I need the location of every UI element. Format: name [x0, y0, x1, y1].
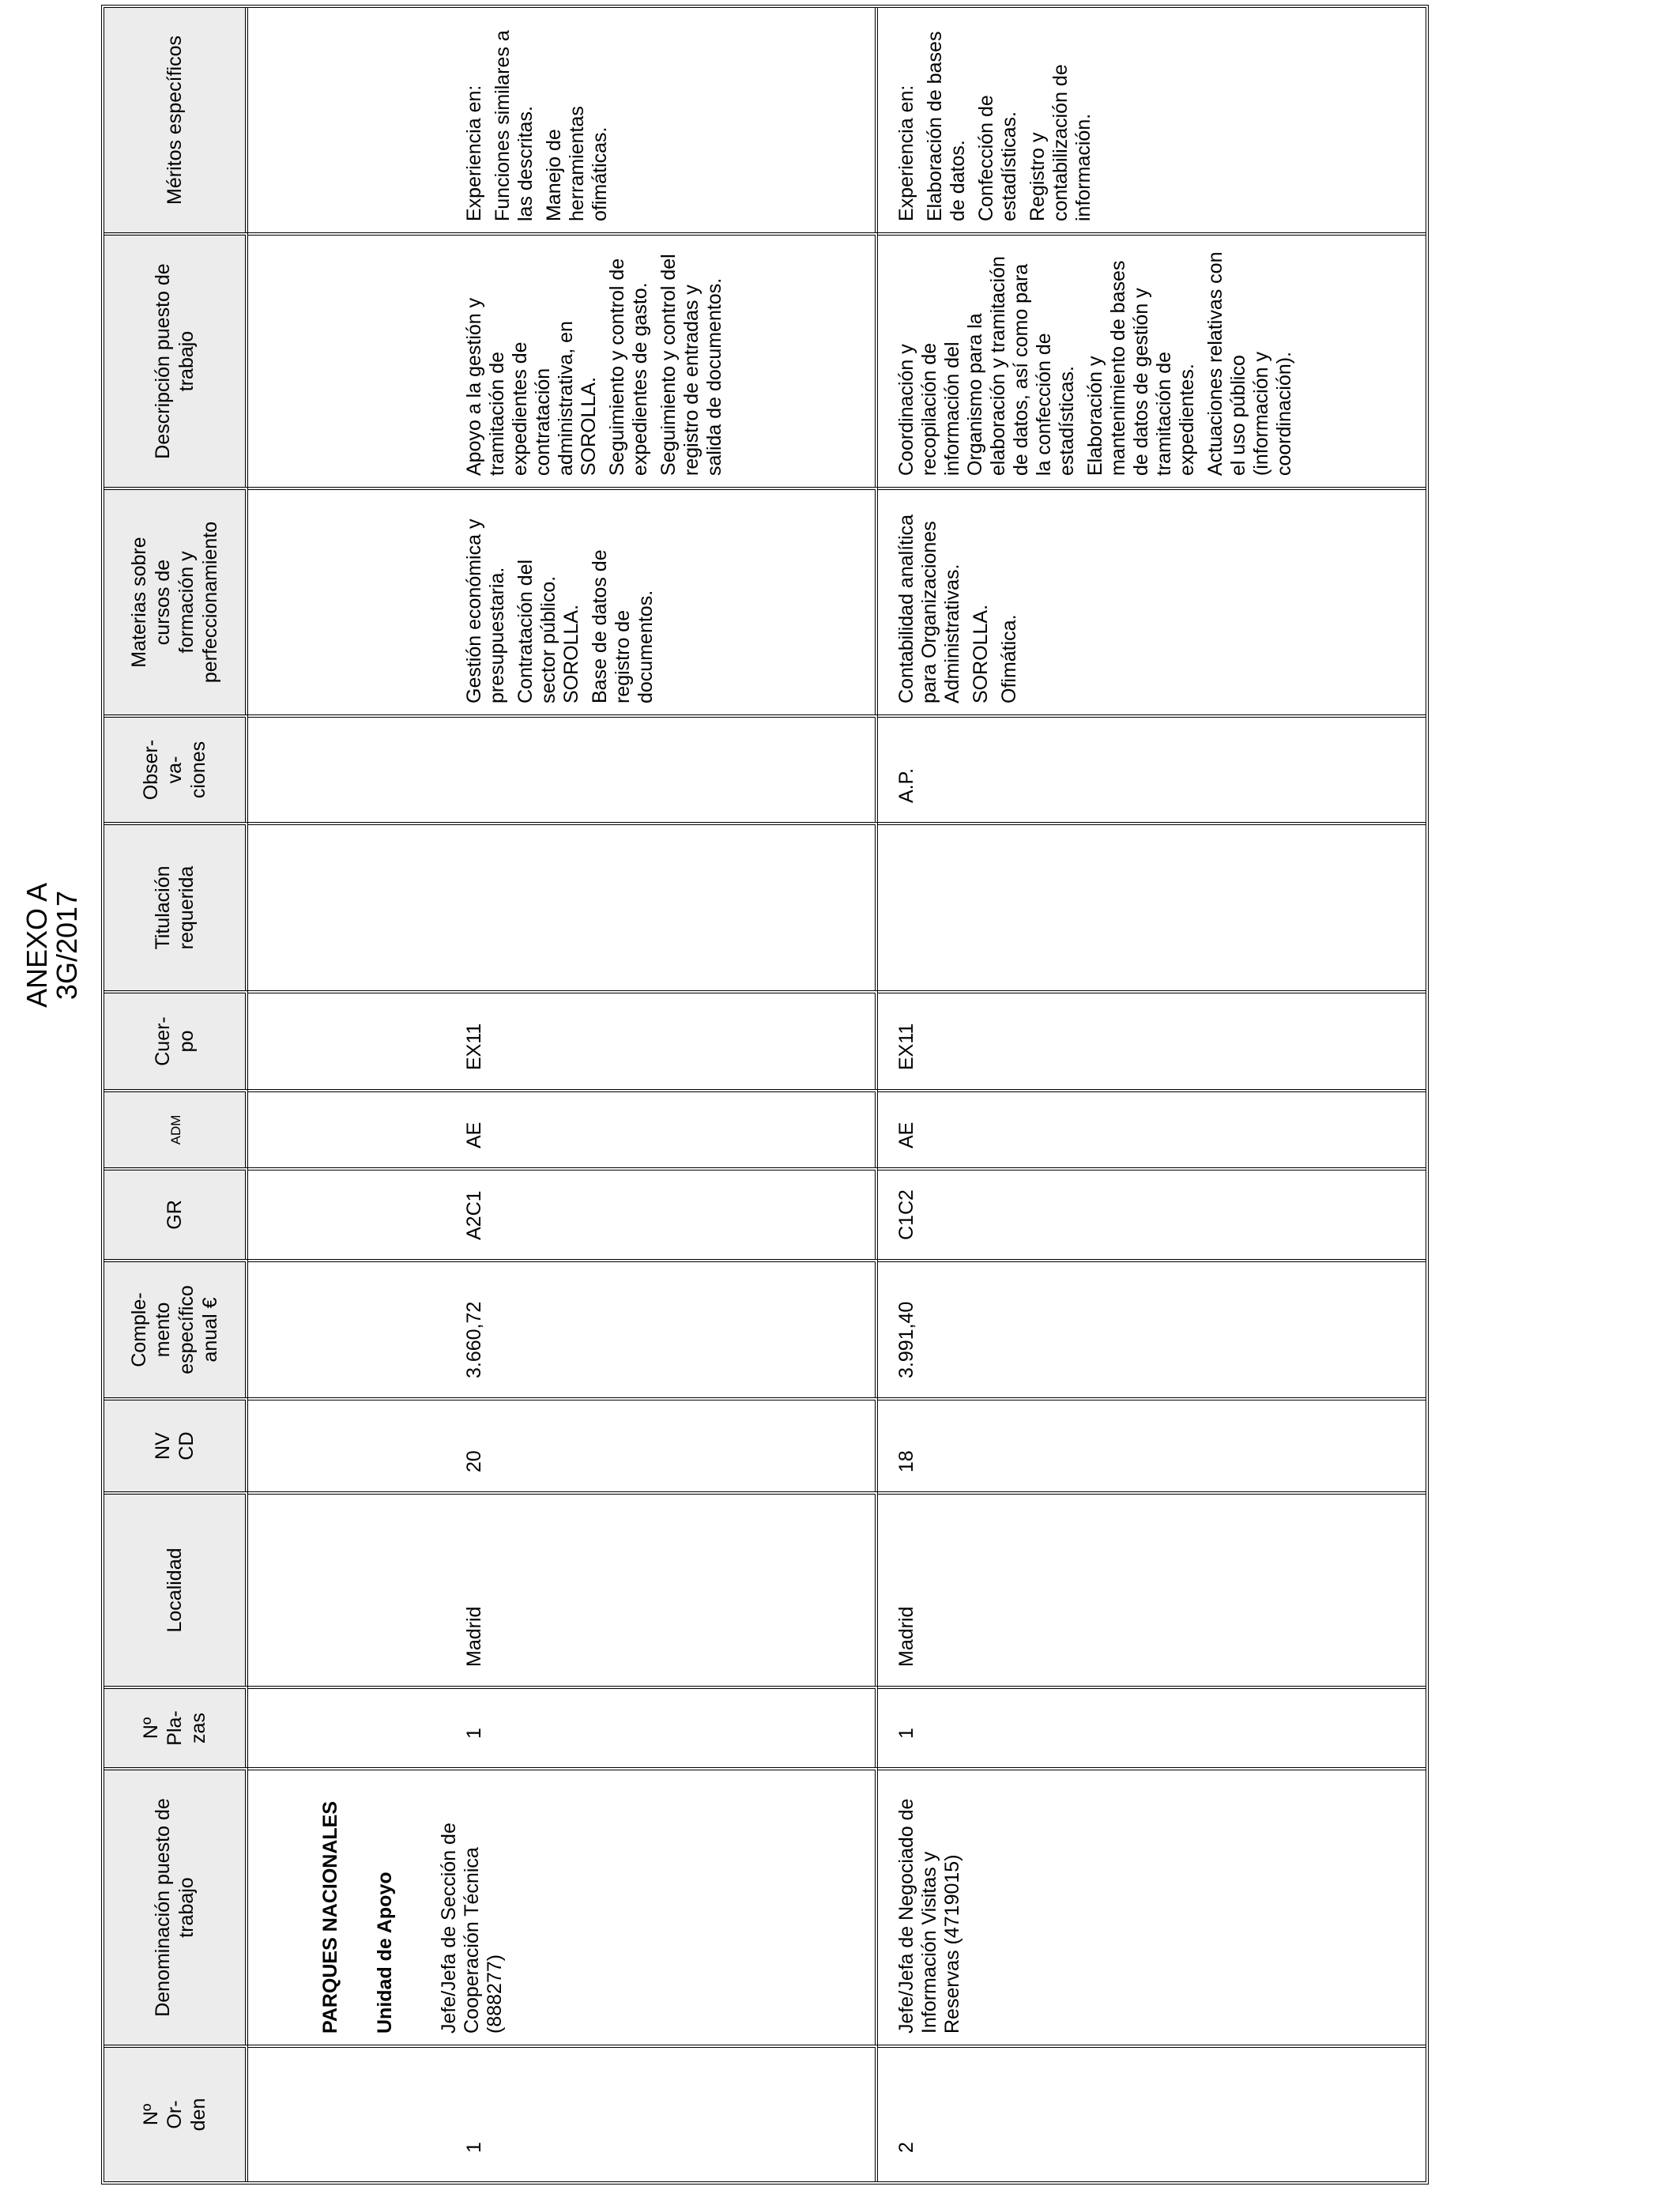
col-header-meritos: Méritos específicos — [104, 8, 248, 232]
col-header-descripcion: Descripción puesto de trabajo — [104, 232, 248, 487]
annex-title-line1: ANEXO A — [21, 882, 53, 1008]
merito-item: Registro y contabilización de información. — [1026, 64, 1094, 221]
cell-observaciones: A.P. — [878, 714, 1426, 822]
cell-grupo: C1C2 — [878, 1167, 1426, 1259]
cell-complemento: 3.991,40 — [878, 1259, 1426, 1397]
cell-adm: AE — [878, 1089, 1426, 1167]
cell-localidad: Madrid — [878, 1491, 1426, 1686]
descripcion-item: Elaboración y mantenimiento de bases de datos de gestión y tramitación de expedientes. — [1083, 260, 1198, 476]
cell-adm: AE — [248, 1089, 878, 1167]
cell-plazas: 1 — [878, 1686, 1426, 1767]
col-header-denominacion: Denominación puesto de trabajo — [104, 1767, 248, 2045]
cell-complemento: 3.660,72 — [248, 1259, 878, 1397]
cell-grupo: A2C1 — [248, 1167, 878, 1259]
descripcion-item: Actuaciones relativas con el uso público (información y coordinación). — [1203, 251, 1295, 476]
merito-item: Elaboración de bases de datos. — [923, 31, 969, 221]
cell-denominacion: Jefe/Jefa de Negociado de Información Visitas y Reservas (4719015) — [878, 1767, 1426, 2045]
col-header-titulacion: Titulación requerida — [104, 822, 248, 990]
cell-descripcion — [248, 232, 878, 487]
col-header-adm: ADM — [104, 1089, 248, 1167]
cell-orden: 2 — [878, 2045, 1426, 2181]
cell-descripcion — [878, 232, 1426, 487]
table-row — [248, 8, 878, 2181]
materia-item: Contratación del sector público. SOROLLA. — [514, 559, 582, 703]
table-row — [878, 8, 1426, 2181]
cell-cuerpo: EX11 — [248, 990, 878, 1089]
descripcion-item: Seguimiento y control del registro de entradas y salida de documentos. — [657, 254, 725, 476]
cell-meritos — [878, 8, 1426, 232]
cell-localidad: Madrid — [248, 1491, 878, 1686]
col-header-plazas: Nº Pla- zas — [104, 1686, 248, 1767]
cell-nivel: 18 — [878, 1397, 1426, 1491]
annex-title-line2: 3G/2017 — [51, 890, 83, 1001]
col-header-localidad: Localidad — [104, 1491, 248, 1686]
cell-plazas: 1 — [248, 1686, 878, 1767]
materia-item: SOROLLA. — [969, 604, 992, 703]
merito-item: Manejo de herramientas ofimáticas. — [543, 106, 611, 221]
merito-item: Confección de estadísticas. — [974, 95, 1020, 221]
materia-item: Base de datos de registro de documentos. — [589, 549, 657, 703]
merito-item: Experiencia en: — [895, 85, 917, 221]
col-header-cuerpo: Cuer- po — [104, 990, 248, 1089]
col-header-observaciones: Obser- va- ciones — [104, 714, 248, 822]
merito-item: Funciones similares a las descritas. — [492, 30, 537, 221]
cell-titulacion — [878, 822, 1426, 990]
cell-materias — [878, 487, 1426, 714]
descripcion-item: Seguimiento y control de expedientes de gasto. — [606, 258, 651, 476]
cell-meritos — [248, 8, 878, 232]
col-header-nivel: NV CD — [104, 1397, 248, 1491]
section-heading-subunit: Unidad de Apoyo — [374, 1872, 396, 2034]
materia-item: Contabilidad analítica para Organizaciones Administrativas. — [895, 514, 963, 703]
descripcion-item: Apoyo a la gestión y tramitación de expedientes de contratación administrativa, en SOROLLA. — [463, 297, 600, 476]
cell-materias — [248, 487, 878, 714]
materia-item: Ofimática. — [997, 614, 1020, 703]
annex-title — [22, 787, 82, 1103]
col-header-complemento: Comple- mento específico anual € — [104, 1259, 248, 1397]
cell-titulacion — [248, 822, 878, 990]
col-header-materias: Materias sobre cursos de formación y perfeccionamiento — [104, 487, 248, 714]
col-header-grupo: GR — [104, 1167, 248, 1259]
header-row — [104, 8, 248, 2181]
cell-observaciones — [248, 714, 878, 822]
materia-item: Gestión económica y presupuestaria. — [463, 518, 508, 703]
cell-orden: 1 — [248, 2045, 878, 2181]
col-header-orden: Nº Or- den — [104, 2045, 248, 2181]
cell-cuerpo: EX11 — [878, 990, 1426, 1089]
section-heading-unit: PARQUES NACIONALES — [319, 1800, 341, 2034]
positions-table — [101, 5, 1429, 2185]
merito-item: Experiencia en: — [463, 85, 485, 221]
cell-denominacion: PARQUES NACIONALES Unidad de Apoyo Jefe/Jefa de Sección de Cooperación Técnica (888277) — [248, 1767, 878, 2045]
descripcion-item: Coordinación y recopilación de información del Organismo para la elaboración y tramitación de datos, así como para la confección de estadísticas. — [895, 256, 1078, 476]
cell-nivel: 20 — [248, 1397, 878, 1491]
